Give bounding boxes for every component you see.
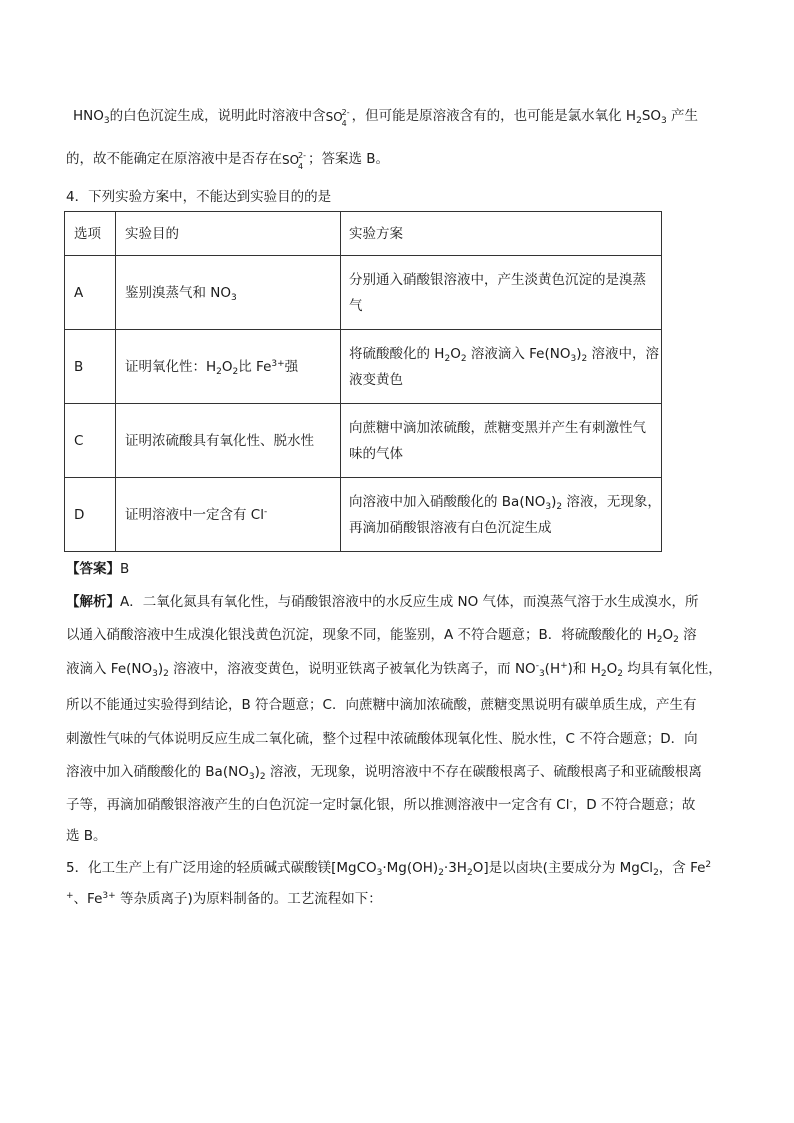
text: 溶液中，溶 bbox=[587, 345, 660, 362]
text: 以通入硝酸溶液中生成溴化银浅黄色沉淀，现象不同，能鉴别，A 不符合题意；B．将硫酸酸化的 H bbox=[66, 627, 657, 643]
text: 5．化工生产上有广泛用途的轻质碱式碳酸镁[MgCO bbox=[66, 860, 377, 876]
text: 溶液，无现象，说明溶液中不存在碳酸根离子、硫酸根离子和亚硫酸根离 bbox=[265, 764, 702, 780]
table-row bbox=[65, 478, 662, 552]
plan-line bbox=[349, 341, 661, 367]
text: 气 bbox=[349, 297, 363, 314]
header-purpose: 实验目的 bbox=[116, 212, 341, 256]
formula-base: SO bbox=[282, 153, 300, 167]
header-plan: 实验方案 bbox=[341, 212, 662, 256]
purpose-cell: 证明浓硫酸具有氧化性、脱水性 bbox=[116, 404, 341, 478]
text: 溶液，无现象， bbox=[562, 493, 661, 510]
text: 等杂质离子)为原料制备的。工艺流程如下： bbox=[115, 891, 382, 907]
subscript: 2 bbox=[259, 772, 266, 782]
text: 的，故不能确定在原溶液中是否存在 bbox=[66, 151, 282, 167]
subscript: 3 bbox=[570, 353, 577, 364]
subscript: 2 bbox=[163, 669, 169, 679]
text: 溶 bbox=[678, 627, 697, 643]
text: (H bbox=[544, 661, 561, 677]
text: 产生 bbox=[666, 108, 699, 124]
text: 的白色沉淀生成，说明此时溶液中含 bbox=[109, 108, 326, 124]
analysis-line-5: 刺激性气味的气体说明反应生成二氧化硫，整个过程中浓硫酸体现氧化性、脱水性，C 不符合题意；D．向 bbox=[66, 731, 698, 747]
plan-cell bbox=[341, 256, 662, 330]
text: 证明氧化性：H bbox=[125, 358, 217, 375]
text: 溶液中，溶液变黄色，说明亚铁离子被氧化为铁离子，而 NO bbox=[168, 661, 536, 677]
option-cell: B bbox=[65, 330, 116, 404]
answer-value: B bbox=[120, 561, 130, 577]
table-header-row bbox=[65, 212, 662, 256]
text: 、Fe bbox=[73, 891, 103, 907]
text: 再滴加硝酸银溶液有白色沉淀生成 bbox=[349, 519, 552, 536]
text: 味的气体 bbox=[349, 445, 403, 462]
text: 溶液中加入硝酸酸化的 Ba(NO bbox=[66, 764, 249, 780]
option-cell: A bbox=[65, 256, 116, 330]
sulfate-formula bbox=[325, 107, 352, 128]
superscript: - bbox=[569, 797, 573, 807]
subscript: 2 bbox=[216, 366, 222, 377]
header-option: 选项 bbox=[65, 212, 116, 256]
question-5-line-2 bbox=[66, 889, 382, 909]
formula-sub: 4 bbox=[298, 162, 304, 171]
formula-charge: 2- bbox=[298, 151, 306, 160]
plan-cell bbox=[341, 404, 662, 478]
subscript: 3 bbox=[545, 501, 552, 512]
superscript: + bbox=[66, 891, 74, 901]
plan-line bbox=[349, 489, 661, 515]
purpose-cell bbox=[116, 330, 341, 404]
formula-sub: 4 bbox=[341, 119, 347, 128]
subscript: 2 bbox=[466, 868, 473, 878]
text: ) bbox=[157, 661, 164, 677]
question-5-line-1 bbox=[66, 858, 711, 878]
text: 子等，再滴加硝酸银溶液产生的白色沉淀一定时氯化银，所以推测溶液中一定含有 Cl bbox=[66, 797, 570, 813]
text: O]是以卤块(主要成分为 MgCl bbox=[472, 860, 654, 876]
subscript: 2 bbox=[232, 366, 239, 377]
superscript: 3+ bbox=[271, 358, 285, 369]
superscript: - bbox=[263, 506, 268, 517]
text: ) bbox=[576, 345, 582, 362]
text: ) bbox=[551, 493, 557, 510]
superscript: - bbox=[535, 661, 539, 671]
subscript: 2 bbox=[617, 669, 623, 679]
intro-line-2 bbox=[66, 149, 389, 169]
text: )和 H bbox=[567, 661, 601, 677]
table-row bbox=[65, 330, 662, 404]
subscript: 3 bbox=[661, 116, 667, 126]
question-4-stem: 4．下列实验方案中，不能达到实验目的的是 bbox=[66, 189, 332, 205]
purpose-cell bbox=[116, 256, 341, 330]
subscript: 3 bbox=[231, 292, 237, 303]
text: 比 Fe bbox=[238, 358, 272, 375]
text: ·3H bbox=[443, 860, 467, 876]
text: ·Mg(OH) bbox=[382, 860, 439, 876]
text: O bbox=[662, 627, 674, 643]
sulfate-formula bbox=[282, 150, 308, 171]
analysis-line-7 bbox=[66, 795, 695, 815]
subscript: 3 bbox=[152, 669, 158, 679]
text: 分别通入硝酸银溶液中，产生淡黄色沉淀的是溴蒸 bbox=[349, 271, 646, 288]
text: O bbox=[450, 345, 461, 362]
text: O bbox=[606, 661, 618, 677]
experiment-table bbox=[64, 211, 662, 552]
subscript: 2 bbox=[636, 116, 642, 126]
plan-cell bbox=[341, 478, 662, 552]
option-cell: C bbox=[65, 404, 116, 478]
subscript: 2 bbox=[556, 501, 563, 512]
text: 证明溶液中一定含有 Cl bbox=[125, 506, 264, 523]
analysis-line-1 bbox=[66, 592, 699, 612]
analysis-line-8: 选 B。 bbox=[66, 828, 107, 844]
text: 液变黄色 bbox=[349, 371, 403, 388]
subscript: 2 bbox=[673, 635, 679, 645]
superscript: 3+ bbox=[102, 891, 116, 901]
text: A．二氧化氮具有氧化性，与硝酸银溶液中的水反应生成 NO 气体，而溴蒸气溶于水生成溴水，所 bbox=[120, 594, 699, 610]
plan-cell bbox=[341, 330, 662, 404]
text: ；答案选 B。 bbox=[308, 151, 390, 167]
subscript: 3 bbox=[248, 772, 255, 782]
analysis-line-4: 所以不能通过实验得到结论，B 符合题意；C．向蔗糖中滴加浓硫酸，蔗糖变黑说明有碳单质生成，产生有 bbox=[66, 697, 697, 713]
answer-line bbox=[66, 559, 129, 579]
subscript: 2 bbox=[444, 353, 451, 364]
text: ，但可能是原溶液含有的，也可能是氯水氧化 H bbox=[351, 108, 637, 124]
answer-label: 【答案】 bbox=[66, 561, 120, 577]
formula-charge: 2- bbox=[341, 108, 350, 117]
text: 向溶液中加入硝酸酸化的 Ba(NO bbox=[349, 493, 546, 510]
table-row bbox=[65, 404, 662, 478]
text: SO bbox=[641, 108, 662, 124]
analysis-line-6 bbox=[66, 762, 702, 782]
text: ) bbox=[254, 764, 260, 780]
text: 向蔗糖中滴加浓硫酸，蔗糖变黑并产生有刺激性气 bbox=[349, 419, 646, 436]
purpose-cell bbox=[116, 478, 341, 552]
subscript: 3 bbox=[538, 669, 545, 679]
subscript: 2 bbox=[600, 669, 607, 679]
text: O bbox=[221, 358, 233, 375]
intro-line-1 bbox=[73, 106, 698, 126]
subscript: 3 bbox=[376, 868, 383, 878]
superscript: + bbox=[560, 661, 568, 671]
text: 溶液滴入 Fe(NO bbox=[466, 345, 571, 362]
subscript: 2 bbox=[656, 635, 663, 645]
table-row bbox=[65, 256, 662, 330]
text: 鉴别溴蒸气和 NO bbox=[125, 284, 232, 301]
superscript: 2 bbox=[705, 860, 712, 870]
text: 均具有氧化性， bbox=[622, 661, 722, 677]
subscript: 2 bbox=[581, 353, 588, 364]
subscript: 2 bbox=[460, 353, 467, 364]
text: HNO bbox=[73, 108, 104, 124]
text: ，含 Fe bbox=[658, 860, 706, 876]
subscript: 2 bbox=[438, 868, 444, 878]
subscript: 3 bbox=[103, 116, 110, 126]
analysis-label: 【解析】 bbox=[66, 594, 120, 610]
option-cell: D bbox=[65, 478, 116, 552]
text: 将硫酸酸化的 H bbox=[349, 345, 445, 362]
text: 强 bbox=[284, 358, 299, 375]
formula-base: SO bbox=[325, 110, 343, 124]
subscript: 2 bbox=[653, 868, 659, 878]
text: 液滴入 Fe(NO bbox=[66, 661, 153, 677]
analysis-line-3 bbox=[66, 659, 722, 679]
text: ，D 不符合题意；故 bbox=[572, 797, 696, 813]
analysis-line-2 bbox=[66, 625, 697, 645]
